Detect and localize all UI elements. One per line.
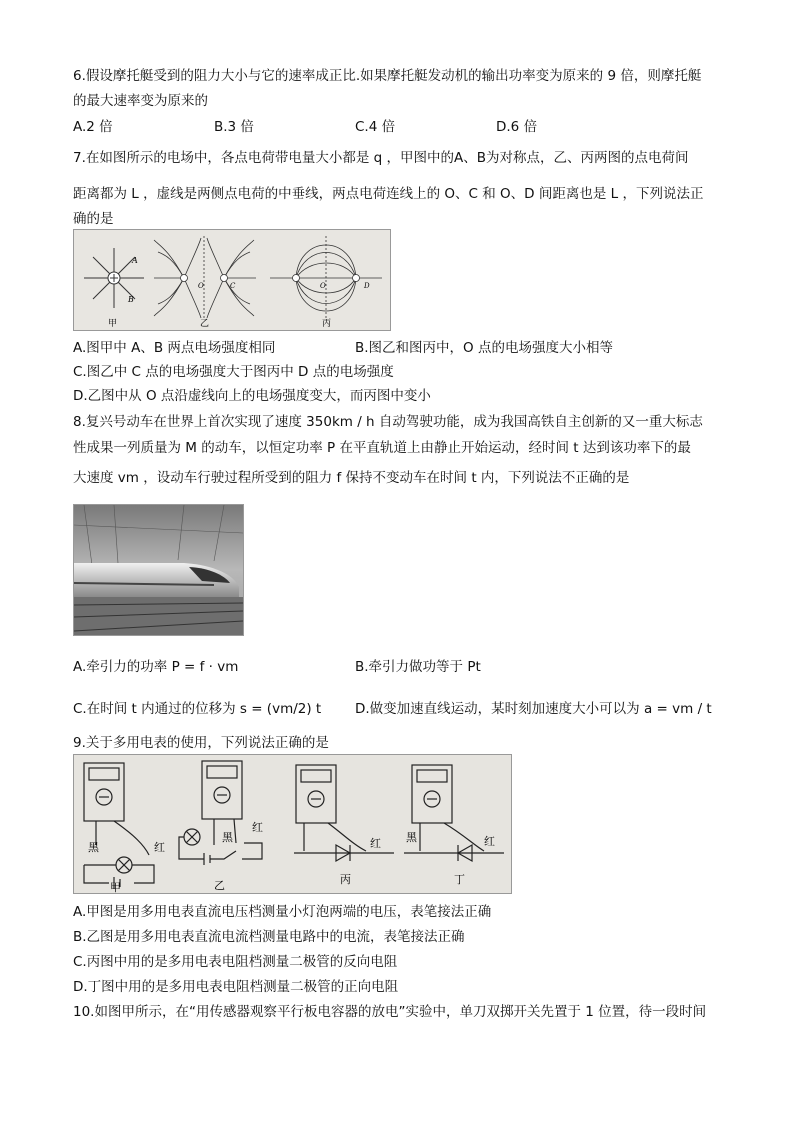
q6-option-b: B.3 倍 xyxy=(214,119,254,135)
figure-jia-multimeter xyxy=(84,763,154,889)
q6-line2: 的最大速率变为原来的 xyxy=(73,93,208,109)
figure-yi-label: 乙 xyxy=(200,319,210,329)
yi-black-probe-label: 黑 xyxy=(222,831,233,844)
q8-option-b: B.牵引力做功等于 Pt xyxy=(355,659,481,675)
bing-red-probe-label: 红 xyxy=(370,837,381,850)
point-c-label: C xyxy=(230,282,236,290)
multimeter-figure xyxy=(73,754,512,894)
q7-option-c: C.图乙中 C 点的电场强度大于图丙中 D 点的电场强度 xyxy=(73,364,394,380)
figure-jia-label: 甲 xyxy=(110,881,121,894)
q9-option-d: D.丁图中用的是多用电表电阻档测量二极管的正向电阻 xyxy=(73,979,399,995)
q10-line1: 10.如图甲所示，在“用传感器观察平行板电容器的放电”实验中，单刀双掷开关先置于 1 位置，待一段时间 xyxy=(73,1004,707,1020)
q7-option-a: A.图甲中 A、B 两点电场强度相同 xyxy=(73,340,276,356)
point-b-label: B xyxy=(128,295,134,304)
ding-black-probe-label: 黑 xyxy=(406,831,417,844)
q9-line1: 9.关于多用电表的使用，下列说法正确的是 xyxy=(73,735,329,751)
figure-bing-label: 丙 xyxy=(340,873,351,886)
yi-red-probe-label: 红 xyxy=(252,821,263,834)
q8-option-a: A.牵引力的功率 P = f · vm xyxy=(73,659,239,675)
point-o-yi-label: O xyxy=(198,282,204,290)
figure-yi-like-charges xyxy=(154,236,256,320)
point-o-bing-label: O xyxy=(320,282,326,290)
q7-line1: 7.在如图所示的电场中，各点电荷带电量大小都是 q ，甲图中的A、B为对称点，乙、丙两图的点电荷间 xyxy=(73,150,689,166)
q6-option-d: D.6 倍 xyxy=(496,119,538,135)
jia-red-probe-label: 红 xyxy=(154,841,165,854)
electric-field-figure xyxy=(73,229,391,331)
q9-option-a: A.甲图是用多用电表直流电压档测量小灯泡两端的电压，表笔接法正确 xyxy=(73,904,492,920)
q7-line2: 距离都为 L ，虚线是两侧点电荷的中垂线，两点电荷连线上的 O、C 和 O、D 间距离也是 L ，下列说法正 xyxy=(73,186,704,202)
q9-option-c: C.丙图中用的是多用电表电阻档测量二极管的反向电阻 xyxy=(73,954,398,970)
point-a-label: A xyxy=(132,256,138,265)
q7-line3: 确的是 xyxy=(73,211,114,227)
figure-ding-label: 丁 xyxy=(454,873,465,886)
q6-option-c: C.4 倍 xyxy=(355,119,396,135)
q7-option-b: B.图乙和图丙中，O 点的电场强度大小相等 xyxy=(355,340,613,356)
q8-line1: 8.复兴号动车在世界上首次实现了速度 350km / h 自动驾驶功能，成为我国高铁自主创新的又一重大标志 xyxy=(73,414,703,430)
q6-line1: 6.假设摩托艇受到的阻力大小与它的速率成正比.如果摩托艇发动机的输出功率变为原来的 9 倍，则摩托艇 xyxy=(73,68,702,84)
q7-option-d: D.乙图中从 O 点沿虚线向上的电场强度变大，而丙图中变小 xyxy=(73,388,431,404)
high-speed-train-photo xyxy=(73,504,244,636)
jia-black-probe-label: 黑 xyxy=(88,841,99,854)
q6-option-a: A.2 倍 xyxy=(73,119,113,135)
ding-red-probe-label: 红 xyxy=(484,835,495,848)
point-d-label: D xyxy=(364,282,370,290)
figure-yi-label: 乙 xyxy=(214,879,225,892)
figure-yi-multimeter xyxy=(179,761,262,865)
figure-jia-label: 甲 xyxy=(108,319,118,329)
q8-line3: 大速度 vm ，设动车行驶过程所受到的阻力 f 保持不变动车在时间 t 内，下列说法不正确的是 xyxy=(73,470,630,486)
q8-line2: 性成果一列质量为 M 的动车，以恒定功率 P 在平直轨道上由静止开始运动，经时间 t 达到该功率下的最 xyxy=(73,440,691,456)
q8-option-c: C.在时间 t 内通过的位移为 s = (vm/2) t xyxy=(73,701,322,717)
figure-bing-label: 丙 xyxy=(322,319,332,329)
figure-bing-opposite-charges xyxy=(270,236,382,320)
q8-option-d: D.做变加速直线运动，某时刻加速度大小可以为 a = vm / t xyxy=(355,701,712,717)
q9-option-b: B.乙图是用多用电表直流电流档测量电路中的电流，表笔接法正确 xyxy=(73,929,465,945)
